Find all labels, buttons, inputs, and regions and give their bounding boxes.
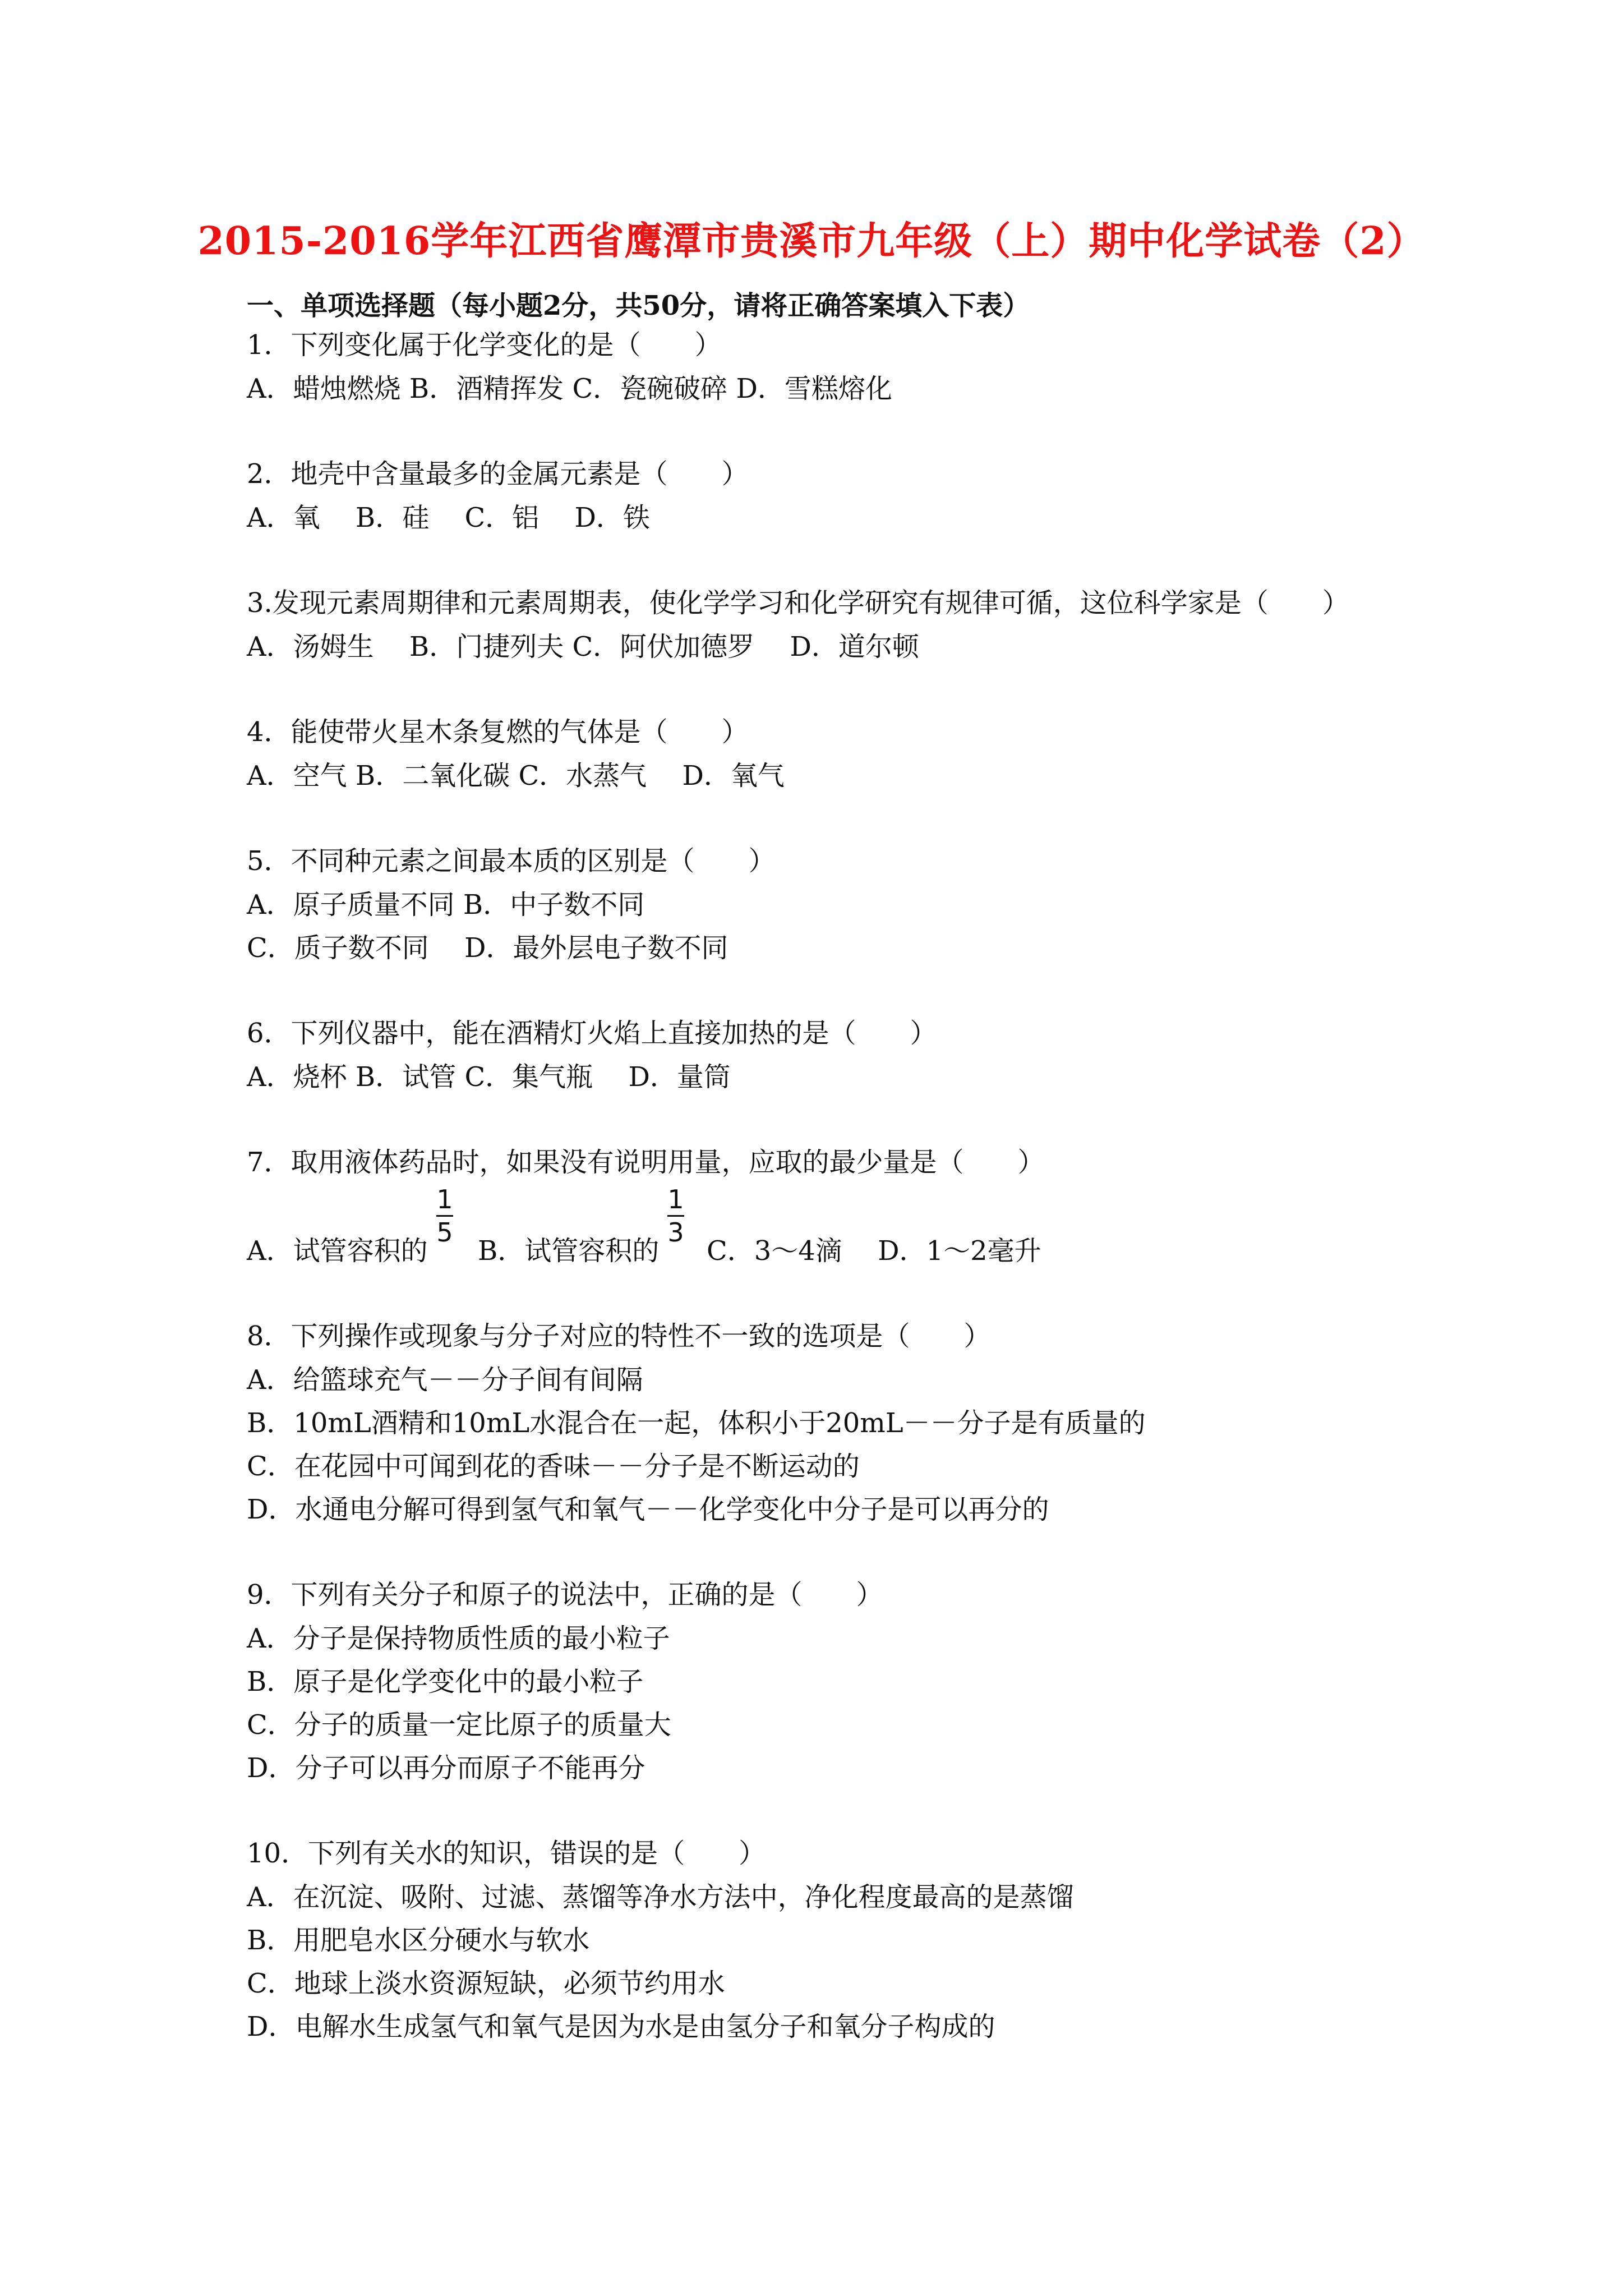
question-1-stem: 1．下列变化属于化学变化的是（ ） [247,329,722,361]
page-title: 2015-2016学年江西省鹰潭市贵溪市九年级（上）期中化学试卷（2） [197,219,1426,264]
question-10-option-a: A．在沉淀、吸附、过滤、蒸馏等净水方法中，净化程度最高的是蒸馏 [247,1881,1074,1913]
question-4-options: A．空气 B．二氧化碳 C．水蒸气 D．氧气 [247,760,785,792]
question-2-options: A．氧 B．硅 C．铝 D．铁 [247,502,650,533]
question-9-option-a: A．分子是保持物质性质的最小粒子 [247,1623,670,1654]
fraction-denominator: 5 [436,1217,453,1248]
question-10-option-c: C．地球上淡水资源短缺，必须节约用水 [247,1968,725,1999]
question-2-stem: 2．地壳中含量最多的金属元素是（ ） [247,458,749,490]
question-10-option-d: D．电解水生成氢气和氧气是因为水是由氢分子和氧分子构成的 [247,2011,995,2042]
fraction-one-third [667,1184,684,1248]
question-5-option-ab: A．原子质量不同 B．中子数不同 [247,889,645,921]
question-5-option-cd: C．质子数不同 D．最外层电子数不同 [247,932,728,964]
fraction-denominator: 3 [667,1217,684,1248]
question-10-option-b: B．用肥皂水区分硬水与软水 [247,1925,590,1956]
question-6-stem: 6．下列仪器中，能在酒精灯火焰上直接加热的是（ ） [247,1018,937,1049]
question-8-option-a: A．给篮球充气－－分子间有间隔 [247,1364,643,1396]
question-7-option-cd: C．3～4滴 D．1～2毫升 [707,1235,1041,1267]
fraction-numerator: 1 [667,1184,684,1214]
question-6-options: A．烧杯 B．试管 C．集气瓶 D．量筒 [247,1061,731,1093]
question-1-options: A．蜡烛燃烧 B．酒精挥发 C．瓷碗破碎 D．雪糕熔化 [247,373,892,404]
question-3-stem: 3.发现元素周期律和元素周期表，使化学学习和化学研究有规律可循，这位科学家是（ ） [247,587,1349,619]
question-8-stem: 8．下列操作或现象与分子对应的特性不一致的选项是（ ） [247,1320,991,1352]
question-9-stem: 9．下列有关分子和原子的说法中，正确的是（ ） [247,1579,883,1611]
fraction-numerator: 1 [436,1184,453,1214]
question-10-stem: 10．下列有关水的知识，错误的是（ ） [247,1838,766,1869]
question-8-option-c: C．在花园中可闻到花的香味－－分子是不断运动的 [247,1451,860,1482]
section-heading: 一、单项选择题（每小题2分，共50分，请将正确答案填入下表） [247,290,1030,321]
question-5-stem: 5．不同种元素之间最本质的区别是（ ） [247,845,776,877]
question-7-stem: 7．取用液体药品时，如果没有说明用量，应取的最少量是（ ） [247,1147,1045,1178]
question-4-stem: 4．能使带火星木条复燃的气体是（ ） [247,716,749,748]
question-9-option-b: B．原子是化学变化中的最小粒子 [247,1666,644,1697]
question-3-options: A．汤姆生 B．门捷列夫 C．阿伏加德罗 D．道尔顿 [247,631,919,662]
question-8-option-b: B．10mL酒精和10mL水混合在一起，体积小于20mL－－分子是有质量的 [247,1407,1146,1439]
fraction-one-fifth [436,1184,453,1248]
question-9-option-d: D．分子可以再分而原子不能再分 [247,1752,645,1784]
question-8-option-d: D．水通电分解可得到氢气和氧气－－化学变化中分子是可以再分的 [247,1494,1049,1525]
question-7-option-b: B．试管容积的 [478,1235,660,1267]
question-7-option-a: A．试管容积的 [247,1235,428,1267]
question-9-option-c: C．分子的质量一定比原子的质量大 [247,1709,671,1741]
